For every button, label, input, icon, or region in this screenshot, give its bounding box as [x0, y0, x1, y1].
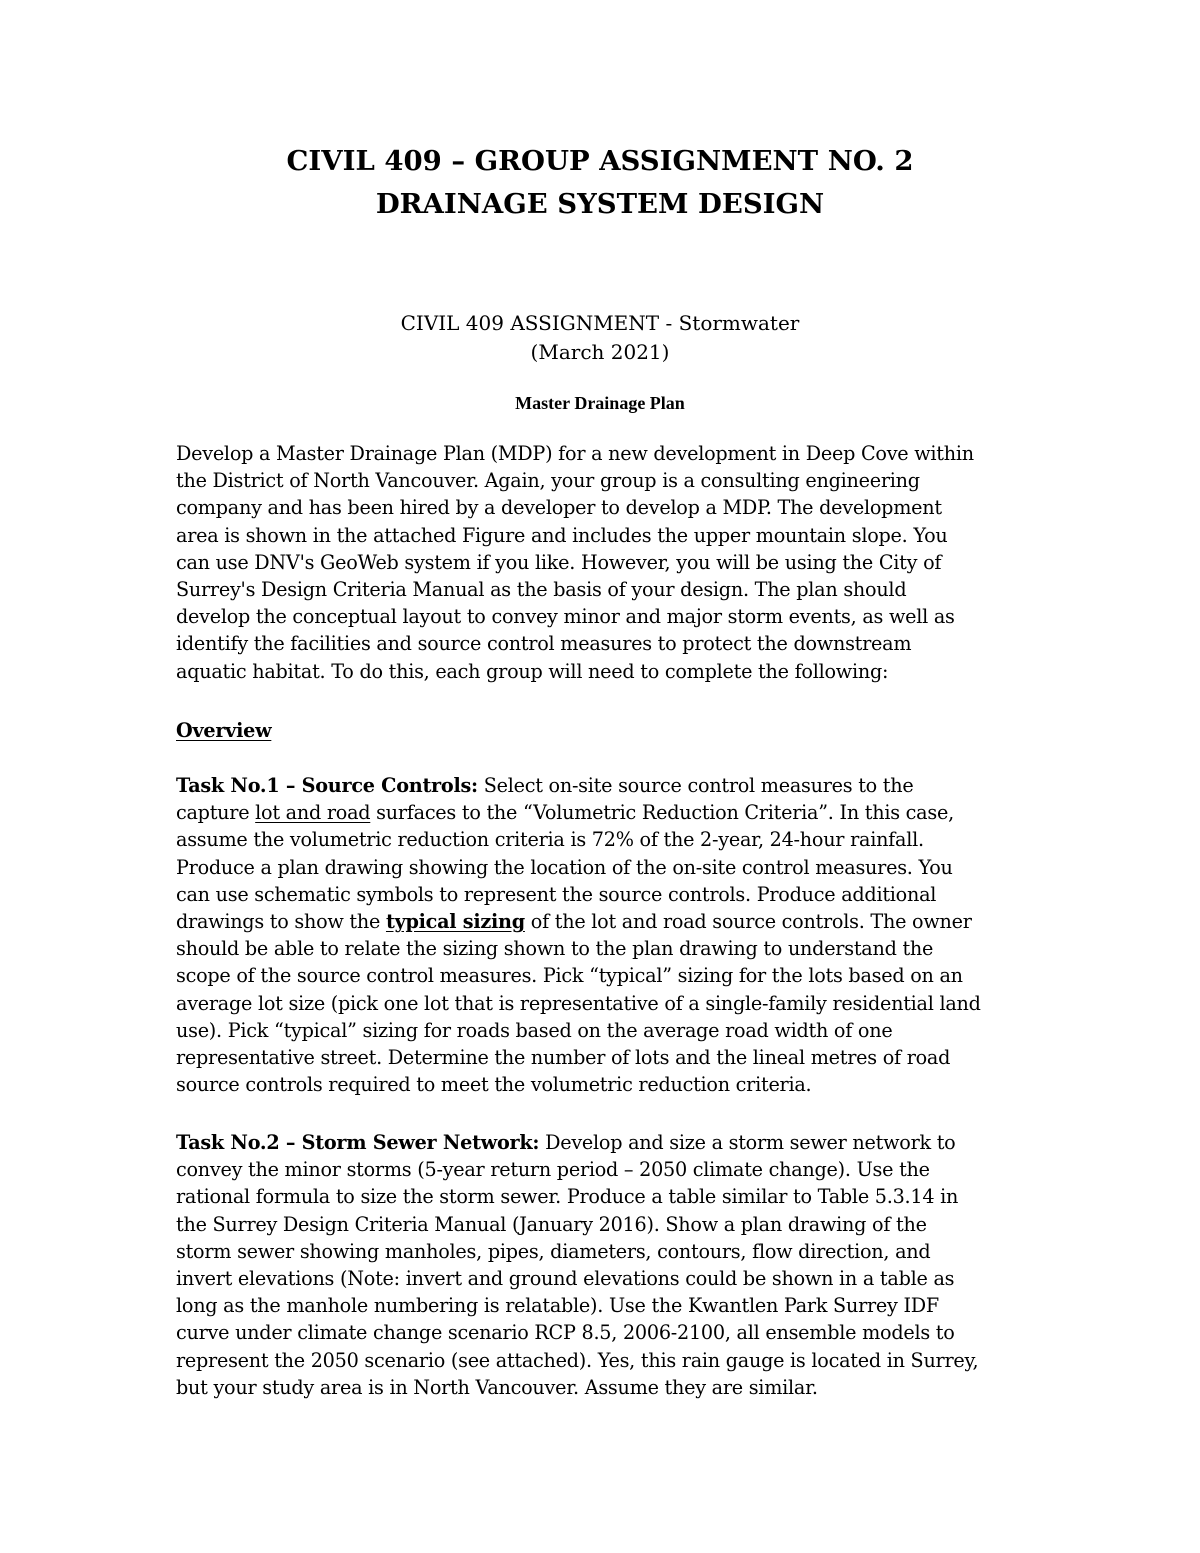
document-title: [0, 140, 1200, 226]
subtitle-line-1: CIVIL 409 ASSIGNMENT - Stormwater: [400, 311, 800, 335]
task-1-line: [176, 799, 1036, 826]
task-1-line: scope of the source control measures. Pick “typical” sizing for the lots based on an: [176, 964, 963, 988]
task-2-line: [176, 1129, 1036, 1156]
intro-line: develop the conceptual layout to convey minor and major storm events, as well as: [176, 605, 955, 629]
task-2-line: represent the 2050 scenario (see attached). Yes, this rain gauge is located in Surrey,: [176, 1348, 979, 1372]
intro-line: identify the facilities and source control measures to protect the downstream: [176, 632, 912, 656]
task-1-line: can use schematic symbols to represent the source controls. Produce additional: [176, 882, 937, 906]
intro-line: can use DNV's GeoWeb system if you like. However, you will be using the City of: [176, 550, 942, 574]
title-line-1: CIVIL 409 – GROUP ASSIGNMENT NO. 2: [286, 145, 914, 177]
task-1-line: average lot size (pick one lot that is representative of a single-family residential land: [176, 991, 981, 1015]
task-2-paragraph: [176, 1129, 1036, 1401]
task-2-line: convey the minor storms (5-year return period – 2050 climate change). Use the: [176, 1158, 930, 1182]
task-1-line-1-text: Select on-site source control measures to the: [477, 774, 914, 797]
task-1-paragraph: [176, 772, 1036, 1098]
task-2-line: long as the manhole numbering is relatable). Use the Kwantlen Park Surrey IDF: [176, 1294, 939, 1318]
task-1-line: [176, 908, 1036, 935]
task-2-line: invert elevations (Note: invert and ground elevations could be shown in a table as: [176, 1267, 955, 1291]
task-1-line: use). Pick “typical” sizing for roads based on the average road width of one: [176, 1018, 893, 1042]
task-2-line: curve under climate change scenario RCP 8.5, 2006-2100, all ensemble models to: [176, 1321, 955, 1345]
task-2-line: the Surrey Design Criteria Manual (January 2016). Show a plan drawing of the: [176, 1212, 927, 1236]
task-2-line-1-text: Develop and size a storm sewer network to: [539, 1131, 956, 1154]
task-1-line-2-post: surfaces to the “Volumetric Reduction Criteria”. In this case,: [370, 801, 954, 825]
task-1-line: assume the volumetric reduction criteria is 72% of the 2-year, 24-hour rainfall.: [176, 828, 924, 852]
task-2-label: Task No.2 – Storm Sewer Network:: [176, 1131, 540, 1154]
task-1-emphasis-typical-sizing: typical sizing: [385, 910, 525, 934]
task-2-line: rational formula to size the storm sewer. Produce a table similar to Table 5.3.14 in: [176, 1185, 959, 1209]
task-1-line: representative street. Determine the number of lots and the lineal metres of road: [176, 1046, 951, 1070]
task-1-line-2-pre: capture: [176, 801, 256, 825]
intro-line: aquatic habitat. To do this, each group will need to complete the following:: [176, 659, 889, 683]
task-1-line-6-post: of the lot and road source controls. The owner: [524, 910, 972, 934]
intro-line: Surrey's Design Criteria Manual as the basis of your design. The plan should: [176, 578, 907, 602]
intro-line: area is shown in the attached Figure and includes the upper mountain slope. You: [176, 523, 948, 547]
task-1-line: source controls required to meet the volumetric reduction criteria.: [176, 1073, 812, 1097]
task-1-line-6-pre: drawings to show the: [176, 910, 386, 934]
task-1-line: Produce a plan drawing showing the location of the on-site control measures. You: [176, 855, 953, 879]
intro-line: company and has been hired by a developer to develop a MDP. The development: [176, 496, 942, 520]
intro-paragraph: [176, 440, 1036, 685]
intro-line: Develop a Master Drainage Plan (MDP) for a new development in Deep Cove within: [176, 442, 974, 465]
section-heading-master-drainage-plan: Master Drainage Plan: [515, 393, 685, 413]
task-1-label: Task No.1 – Source Controls:: [176, 774, 478, 797]
title-line-2: DRAINAGE SYSTEM DESIGN: [375, 188, 825, 220]
task-1-underlined-text: lot and road: [255, 801, 371, 825]
subtitle-line-2: (March 2021): [530, 340, 670, 364]
intro-line: the District of North Vancouver. Again, your group is a consulting engineering: [176, 469, 920, 493]
task-1-line: [176, 772, 1036, 799]
overview-heading-block: [176, 717, 1036, 744]
task-2-line: storm sewer showing manholes, pipes, diameters, contours, flow direction, and: [176, 1239, 931, 1263]
task-2-line: but your study area is in North Vancouver. Assume they are similar.: [176, 1375, 818, 1399]
overview-heading: Overview: [176, 719, 272, 742]
document-subtitle: [0, 309, 1200, 367]
task-1-line: should be able to relate the sizing shown to the plan drawing to understand the: [176, 937, 934, 961]
